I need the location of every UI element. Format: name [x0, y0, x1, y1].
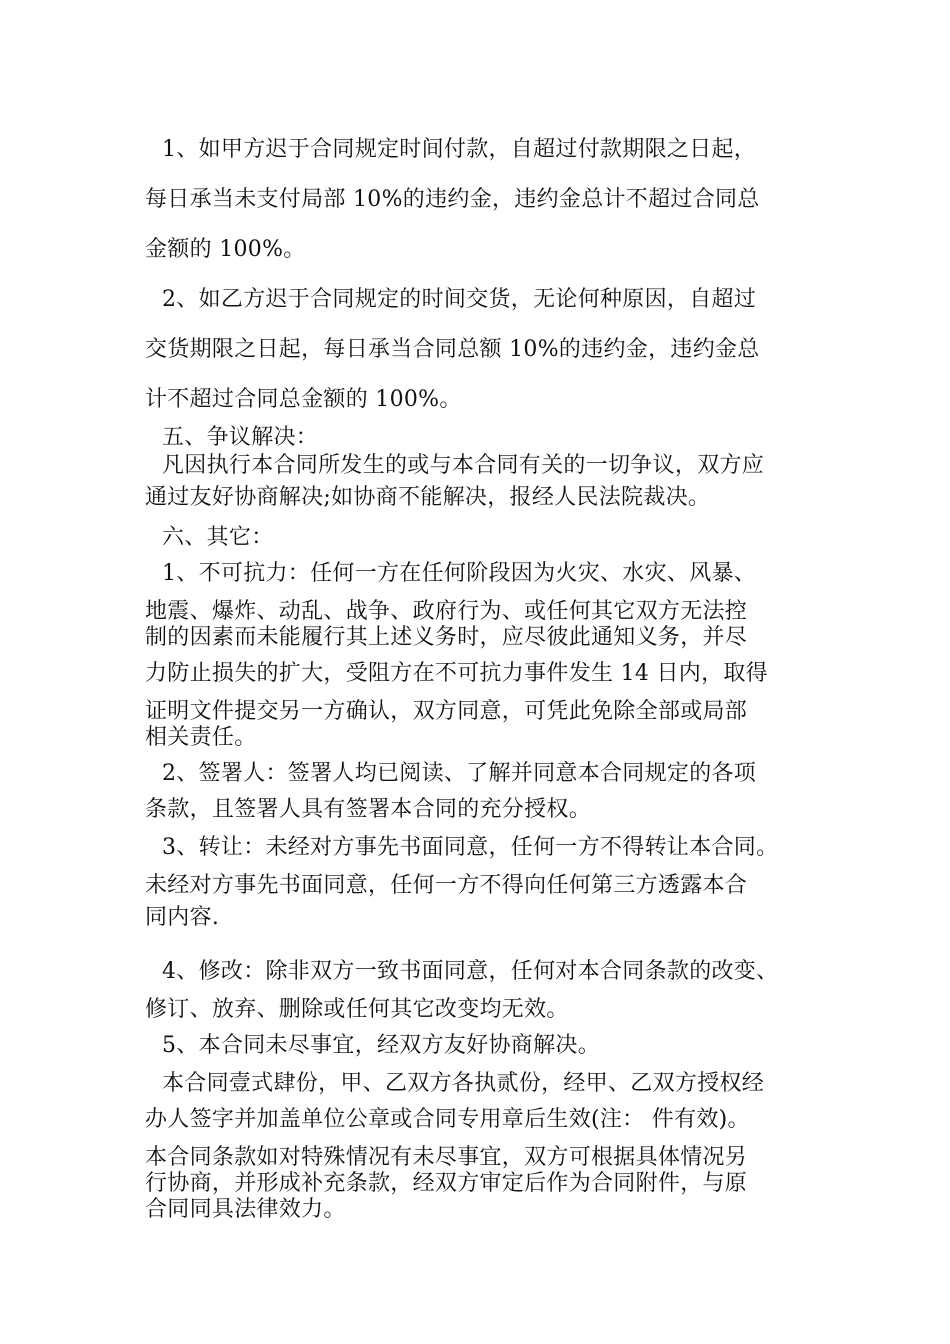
transfer-line-1: 3、转让：未经对方事先书面同意，任何一方不得转让本合同。 [162, 835, 779, 860]
dispute-line-1: 凡因执行本合同所发生的或与本合同有关的一切争议，双方应 [162, 453, 765, 478]
clause-2-line-3: 计不超过合同总金额的 100%。 [145, 387, 462, 412]
force-majeure-line-6: 相关责任。 [145, 725, 257, 750]
clause-2-line-1: 2、如乙方迟于合同规定的时间交货，无论何种原因，自超过 [162, 287, 757, 312]
transfer-line-2: 未经对方事先书面同意，任何一方不得向任何第三方透露本合 [145, 873, 748, 898]
force-majeure-line-2: 地震、爆炸、动乱、战争、政府行为、或任何其它双方无法控 [145, 599, 748, 624]
copies-line-1: 本合同壹式肆份，甲、乙双方各执贰份，经甲、乙双方授权经 [162, 1071, 765, 1096]
supplement-line-2: 行协商，并形成补充条款，经双方审定后作为合同附件，与原 [145, 1171, 748, 1196]
signatory-line-1: 2、签署人：签署人均已阅读、了解并同意本合同规定的各项 [162, 761, 757, 786]
section-six-heading: 六、其它： [162, 525, 274, 550]
section-five-heading: 五、争议解决： [162, 425, 319, 450]
other-matters-line: 5、本合同未尽事宜，经双方友好协商解决。 [162, 1033, 600, 1058]
force-majeure-line-5: 证明文件提交另一方确认，双方同意，可凭此免除全部或局部 [145, 699, 748, 724]
force-majeure-line-4: 力防止损失的扩大，受阻方在不可抗力事件发生 14 日内，取得 [145, 661, 768, 686]
clause-2-line-2: 交货期限之日起，每日承当合同总额 10%的违约金，违约金总 [145, 337, 760, 362]
transfer-line-3: 同内容. [145, 905, 220, 930]
amendment-line-2: 修订、放弃、删除或任何其它改变均无效。 [145, 997, 569, 1022]
supplement-line-3: 合同同具法律效力。 [145, 1197, 346, 1222]
supplement-line-1: 本合同条款如对特殊情况有未尽事宜，双方可根据具体情况另 [145, 1145, 748, 1170]
signatory-line-2: 条款，且签署人具有签署本合同的充分授权。 [145, 797, 592, 822]
copies-line-2: 办人签字并加盖单位公章或合同专用章后生效(注： 件有效)。 [145, 1107, 750, 1132]
clause-1-line-3: 金额的 100%。 [145, 237, 306, 262]
clause-1-line-2: 每日承当未支付局部 10%的违约金，违约金总计不超过合同总 [145, 187, 760, 212]
amendment-line-1: 4、修改：除非双方一致书面同意，任何对本合同条款的改变、 [162, 959, 779, 984]
clause-1-line-1: 1、如甲方迟于合同规定时间付款，自超过付款期限之日起， [162, 137, 757, 162]
force-majeure-line-3: 制的因素而未能履行其上述义务时，应尽彼此通知义务，并尽 [145, 625, 748, 650]
force-majeure-line-1: 1、不可抗力：任何一方在任何阶段因为火灾、水灾、风暴、 [162, 561, 757, 586]
dispute-line-2: 通过友好协商解决;如协商不能解决，报经人民法院裁决。 [145, 485, 711, 510]
